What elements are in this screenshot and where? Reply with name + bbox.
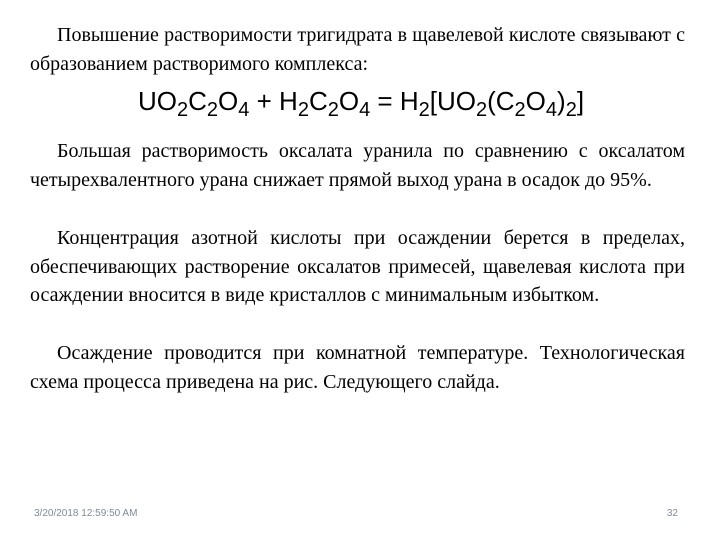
eq-equals: =: [370, 86, 400, 116]
eq-paren-close: ): [557, 86, 566, 116]
eq-sub: 2: [514, 99, 526, 121]
paragraph-1: [30, 21, 685, 78]
eq-o: O: [525, 86, 546, 116]
paragraph-3: [30, 224, 685, 310]
eq-c: C: [188, 86, 207, 116]
eq-o: O: [338, 86, 360, 116]
eq-sub: 4: [238, 99, 250, 121]
eq-h: H: [399, 86, 419, 116]
eq-sub: 4: [359, 99, 371, 121]
paragraph-1-text: Повышение растворимости тригидрата в щавелевой кислоте связывают с образованием растворимого комплекса:: [30, 24, 685, 75]
eq-sub: 2: [327, 99, 339, 121]
paragraph-4-text: Осаждение проводится при комнатной температуре. Технологическая схема процесса приведена на рис. Следующего слайда.: [30, 342, 685, 393]
paragraph-2-text: Большая растворимость оксалата уранила по сравнению с оксалатом четырехвалентного урана снижает прямой выход урана в осадок до 95%.: [30, 140, 685, 191]
eq-uo: UO: [138, 86, 177, 116]
eq-sub: 4: [545, 99, 558, 121]
eq-bracket-close: ]: [576, 86, 585, 116]
paragraph-2: [30, 137, 685, 194]
slide-number: 32: [666, 508, 678, 519]
footer-date: 3/20/2018 12:59:50 AM: [34, 508, 138, 519]
paragraph-4: [30, 339, 685, 396]
eq-plus: +: [249, 86, 280, 116]
eq-sub: 2: [565, 99, 577, 121]
eq-c: C: [308, 86, 328, 116]
eq-sub: 2: [418, 99, 430, 121]
eq-sub: 2: [297, 99, 309, 121]
eq-bracket-uo: [UO: [429, 86, 476, 116]
eq-paren-c: (C: [487, 86, 515, 116]
eq-o: O: [218, 86, 239, 116]
eq-sub: 2: [177, 99, 189, 121]
chemical-equation: [138, 86, 658, 126]
paragraph-3-text: Концентрация азотной кислоты при осаждении берется в пределах, обеспечивающих растворение оксалатов примесей, щавелевая кислота при осаждении вносится в виде кристаллов с минимальным избытком.: [30, 227, 685, 307]
eq-h: H: [279, 86, 298, 116]
eq-sub: 2: [475, 99, 488, 121]
eq-sub: 2: [206, 99, 219, 121]
